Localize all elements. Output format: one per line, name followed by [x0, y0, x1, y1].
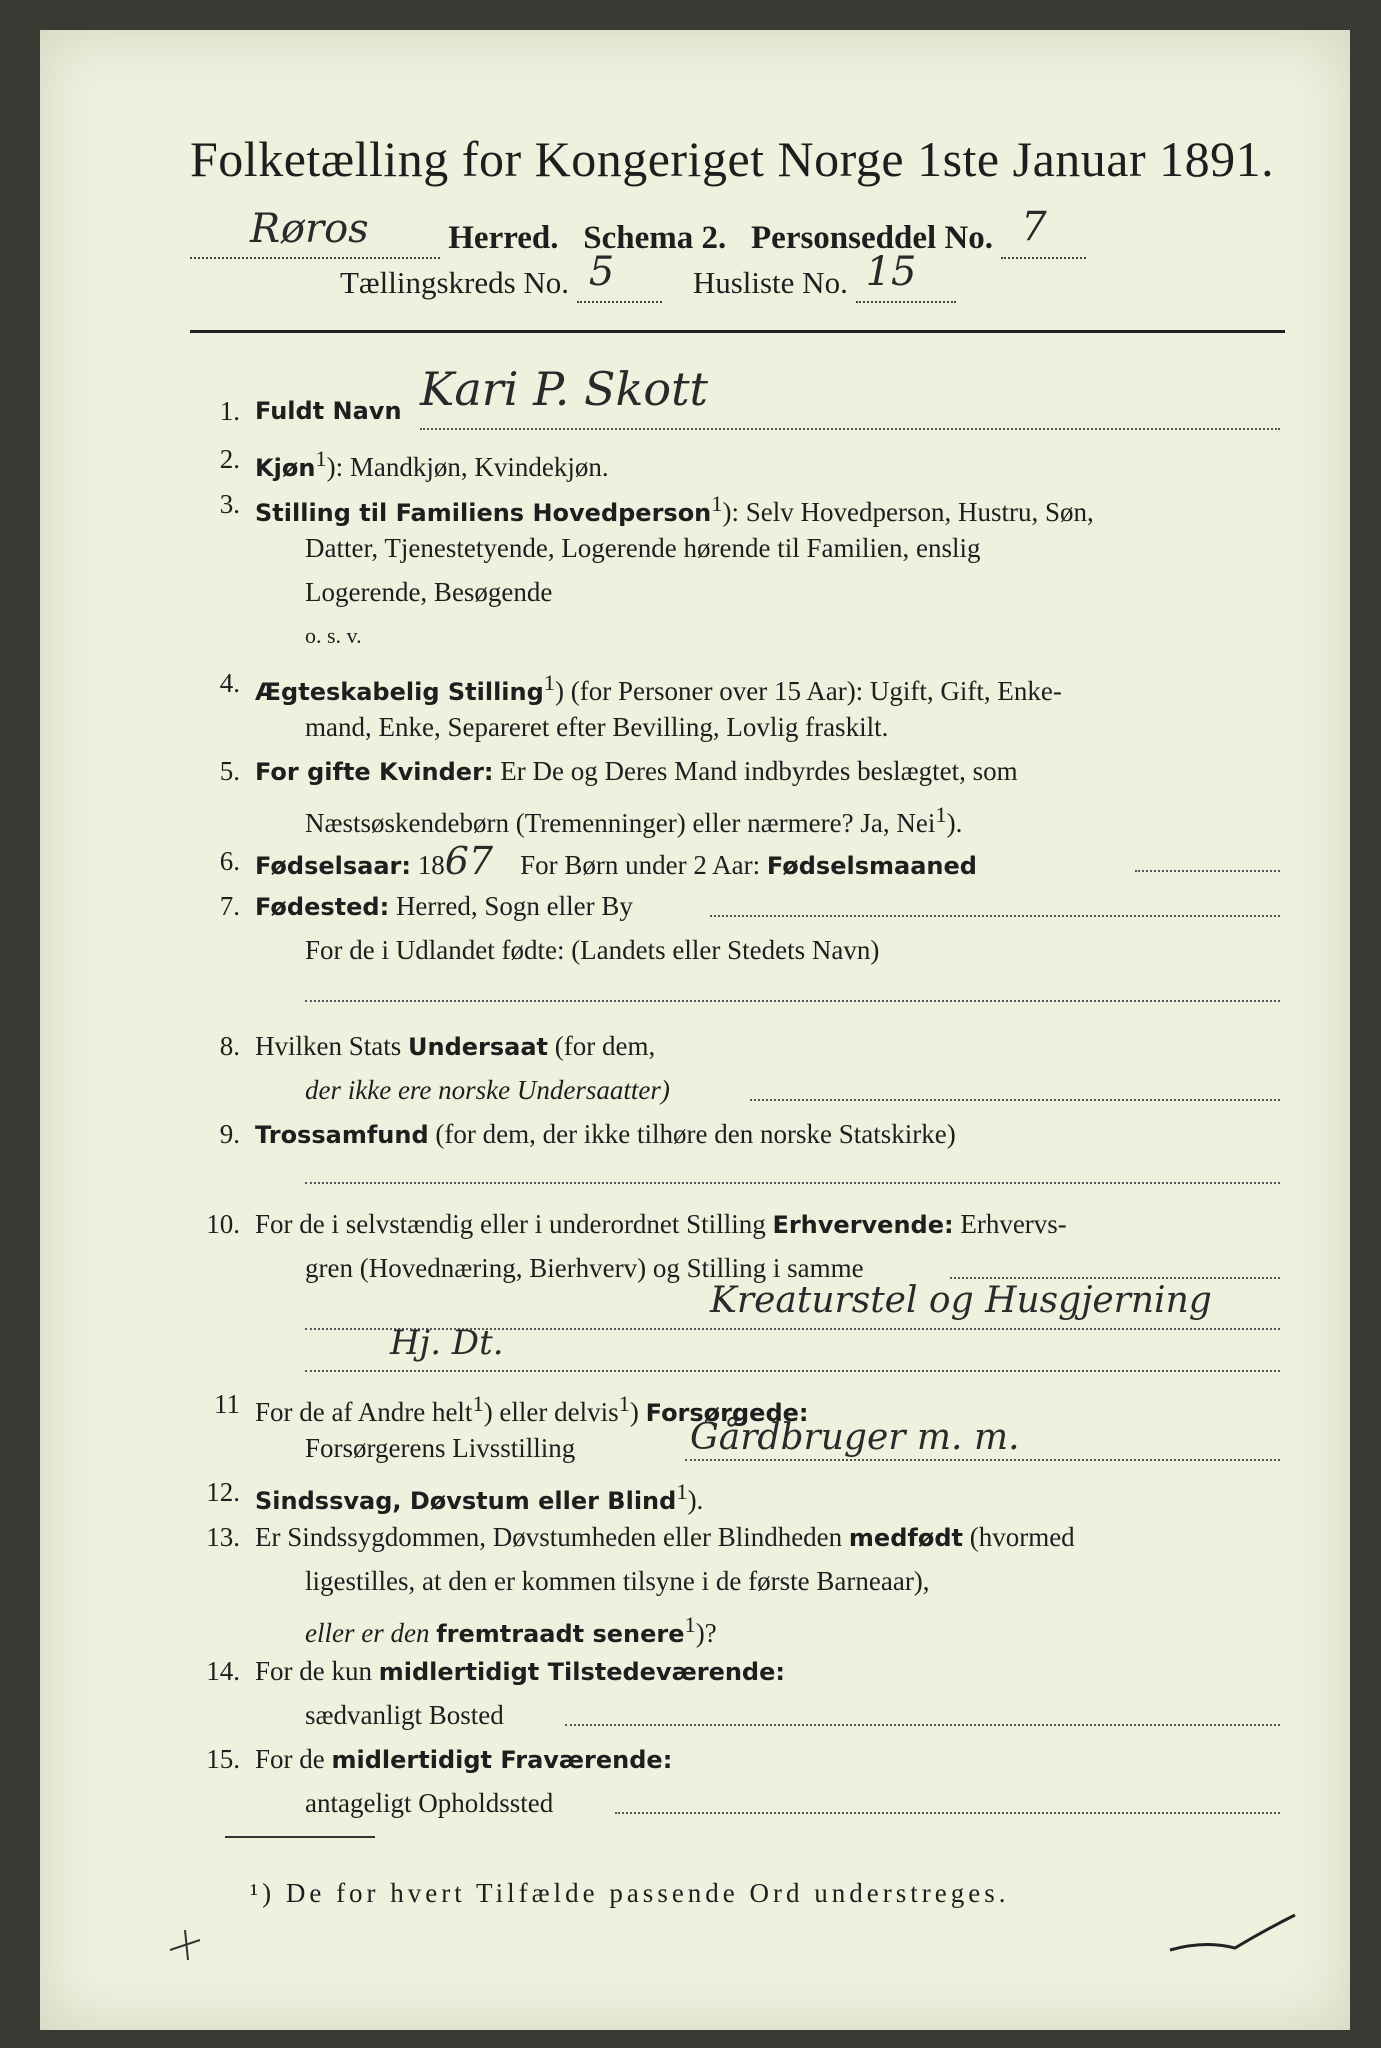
field-label: Fødselsaar:: [255, 852, 411, 880]
infant-note: For Børn under 2 Aar:: [520, 850, 761, 880]
personseddel-label: Personseddel No.: [751, 220, 994, 256]
occupation-value: Kreaturstel og Husgjerning: [710, 1280, 1212, 1321]
dependents-pre: For de af Andre helt: [255, 1397, 473, 1427]
dependents-mid: ) eller delvis: [483, 1397, 619, 1427]
kreds-label: Tællingskreds No.: [340, 265, 570, 300]
congenital-note: (hvormed: [969, 1522, 1075, 1552]
kreds-field[interactable]: [577, 249, 662, 303]
provider-occupation-line[interactable]: [685, 1459, 1280, 1461]
field-label: midlertidigt Fraværende:: [331, 1746, 673, 1774]
temp-absent-pre: For de: [255, 1744, 325, 1774]
footnote: ¹) De for hvert Tilfælde passende Ord understreges.: [250, 1878, 1010, 1908]
field-number: 9.: [219, 1119, 240, 1149]
temp-present-pre: For de kun: [255, 1656, 372, 1686]
congenital-note-3: eller er den: [305, 1618, 430, 1648]
field-number: 1.: [219, 396, 240, 426]
field-number: 13.: [206, 1522, 240, 1552]
field-number: 15.: [206, 1744, 240, 1774]
personseddel-value: 7: [1021, 204, 1047, 250]
religion-note: (for dem, der ikke tilhøre den norske Statskirke): [435, 1119, 956, 1149]
field-label: Stilling til Familiens Hovedperson: [255, 499, 712, 527]
occupation-note: Erhvervs-: [960, 1209, 1067, 1239]
kreds-value: 5: [588, 249, 615, 295]
citizenship-pre: Hvilken Stats: [255, 1031, 402, 1061]
disability-end: ).: [687, 1485, 704, 1515]
birth-month-label: Fødselsmaaned: [766, 852, 977, 880]
occupation-line-1[interactable]: [950, 1277, 1280, 1279]
header-divider: [190, 330, 1285, 333]
birth-month-line[interactable]: [1135, 870, 1280, 872]
husliste-field[interactable]: [856, 249, 956, 303]
birthplace-options[interactable]: Herred, Sogn eller By: [395, 891, 633, 921]
field-label: Forsørgede:: [645, 1399, 809, 1427]
field-label: midlertidigt Tilstedeværende:: [378, 1658, 785, 1686]
usual-residence-line[interactable]: [565, 1724, 1280, 1726]
field-number: 10.: [206, 1209, 240, 1239]
field-label: Ægteskabelig Stilling: [255, 678, 544, 706]
field-number: 3.: [219, 489, 240, 519]
provider-occupation-label: Forsørgerens Livsstilling: [305, 1433, 576, 1463]
field-label: Undersaat: [408, 1033, 549, 1061]
field-number: 8.: [219, 1031, 240, 1061]
birthplace-line[interactable]: [710, 915, 1280, 917]
field-label: Fødested:: [255, 893, 390, 921]
family-position-options[interactable]: ): Selv Hovedperson, Hustru, Søn,: [722, 497, 1094, 527]
field-label: For gifte Kvinder:: [255, 758, 494, 786]
later-onset-label: fremtraadt senere: [436, 1620, 685, 1648]
field-label: medfødt: [848, 1524, 963, 1552]
husliste-label: Husliste No.: [692, 265, 848, 300]
religion-line[interactable]: [305, 1182, 1280, 1184]
field-label: Sindssvag, Døvstum eller Blind: [255, 1487, 677, 1515]
herred-value: Røros: [250, 206, 369, 252]
herred-field[interactable]: [190, 206, 440, 259]
kinship-question: Er De og Deres Mand indbyrdes beslægtet, som: [500, 756, 1018, 786]
field-number: 14.: [206, 1656, 240, 1686]
marital-options[interactable]: ) (for Personer over 15 Aar): Ugift, Gift, Enke-: [555, 676, 1062, 706]
gender-options[interactable]: ): Mandkjøn, Kvindekjøn.: [326, 452, 609, 482]
field-number: 2.: [219, 444, 240, 474]
field-number: 7.: [219, 891, 240, 921]
provider-occupation-value: Gårdbruger m. m.: [690, 1417, 1020, 1458]
congenital-note-2: ligestilles, at den er kommen tilsyne i de første Barneaar),: [305, 1566, 930, 1596]
field-number: 5.: [219, 756, 240, 786]
family-position-etc: o. s. v.: [305, 623, 362, 648]
birth-year-value[interactable]: 67: [444, 839, 494, 883]
occupation-line-3[interactable]: [305, 1370, 1280, 1372]
occupation-note-2: gren (Hovednæring, Bierhverv) og Stilling i samme: [305, 1253, 864, 1283]
field-label: Erhvervende:: [772, 1211, 954, 1239]
field-number: 6.: [219, 846, 240, 876]
header-line-2: [340, 249, 1240, 303]
census-form-page: Folketælling for Kongeriget Norge 1ste Januar 1891. Røros Herred. Schema 2. Personseddel No. 7 Tællingskreds No. 5 Husliste No. 15 1. Fuldt Navn Kari P. Skott 2. Kjøn$^1$): Mandkjøn, Kvindekjøn. 3. Stilling til Familiens Hovedperson$^1$): Selv Hovedperson, Hustru, Søn, Datter, Tjenestetyende, Logerende hørende til Familien, enslig Logerende, Besøgende o. s. v. 4. Ægteskabelig Stilling$^1$) (for Personer over 15 Aar): Ugift, Gift, Enke- mand, Enke, Separeret efter Bevilling, Lovlig fraskilt. 5. For gifte Kvinder: Er De og Deres Mand indbyrdes beslægtet, som Næstsøskendebørn (Tremenninger) eller nærmere? Ja, Nei$^1$). 6. Fødselsaar: 1867 For Børn under 2 Aar: Fødselsmaaned 7. Fødested: Herred, Sogn eller By For de i Udlandet fødte: (Landets eller Stedets Navn) 8. Hvilken Stats Undersaat (for dem, der ikke ere norske Undersaatter) 9. Trossamfund (for dem, der ikke tilhøre den norske Statskirke) 10. For de i selvstændig eller i underordnet Stilling Erhvervende: Erhvervs- gren (Hovednæring, Bierhverv) og Stilling i samme Kreaturstel og Husgjerning Hj. Dt. 11 For de af Andre helt$^1$) eller delvis$^1$) Forsørgede: Forsørgerens Livsstilling Gårdbruger m. m. 12. Sindssvag, Døvstum eller Blind$^1$). 13. Er Sindssygdommen, Døvstumheden eller Blindheden medfødt (hvormed ligestilles, at den er kommen tilsyne i de første Barneaar), eller er den fremtraadt senere$^1$)? 14. For de kun midlertidigt Tilstedeværende: sædvanligt Bosted 15. For de midlertidigt Fraværende: antageligt Opholdssted ¹) De for hvert Tilfælde passende Ord understreges.: [40, 30, 1350, 2030]
field-number: 12.: [206, 1477, 240, 1507]
foreign-born-note: For de i Udlandet fødte: (Landets eller Stedets Navn): [305, 935, 880, 965]
occupation-pre: For de i selvstændig eller i underordnet Stilling: [255, 1209, 766, 1239]
citizenship-note: (for dem,: [554, 1031, 656, 1061]
family-position-options-2[interactable]: Datter, Tjenestetyende, Logerende hørende til Familien, enslig: [305, 533, 981, 563]
header-line-1: [190, 204, 1280, 259]
husliste-value: 15: [865, 249, 917, 295]
birth-year-prefix: 18: [417, 850, 445, 880]
field-number: 11: [214, 1389, 240, 1419]
usual-residence-label: sædvanligt Bosted: [305, 1700, 504, 1730]
citizenship-line[interactable]: [750, 1099, 1280, 1101]
kinship-options[interactable]: Næstsøskendebørn (Tremenninger) eller nærmere? Ja, Nei: [305, 808, 936, 838]
field-label: Trossamfund: [255, 1121, 429, 1149]
family-position-options-3[interactable]: Logerende, Besøgende: [305, 577, 553, 607]
later-onset-end: )?: [695, 1618, 717, 1648]
schema-label: Schema 2.: [583, 220, 727, 256]
field-label: Fuldt Navn: [255, 397, 402, 425]
probable-residence-line[interactable]: [615, 1812, 1280, 1814]
foreign-birthplace-line[interactable]: [305, 1000, 1280, 1002]
full-name-value: Kari P. Skott: [420, 362, 709, 416]
margin-mark-icon: [1165, 1910, 1305, 1970]
full-name-line[interactable]: [420, 428, 1280, 430]
herred-label: Herred.: [448, 220, 559, 256]
probable-residence-label: antageligt Opholdssted: [305, 1788, 554, 1818]
footnote-divider: [225, 1836, 375, 1838]
form-title: Folketælling for Kongeriget Norge 1ste Januar 1891.: [190, 131, 1275, 187]
occupation-value-2: Hj. Dt.: [390, 1323, 504, 1363]
congenital-pre: Er Sindssygdommen, Døvstumheden eller Blindheden: [255, 1522, 843, 1552]
field-number: 4.: [219, 668, 240, 698]
field-label: Kjøn: [255, 454, 316, 482]
personseddel-field[interactable]: [1001, 204, 1086, 259]
marital-options-2[interactable]: mand, Enke, Separeret efter Bevilling, Lovlig fraskilt.: [305, 712, 889, 742]
citizenship-note-2: der ikke ere norske Undersaatter): [305, 1075, 670, 1105]
margin-mark-icon: [160, 1920, 220, 1970]
